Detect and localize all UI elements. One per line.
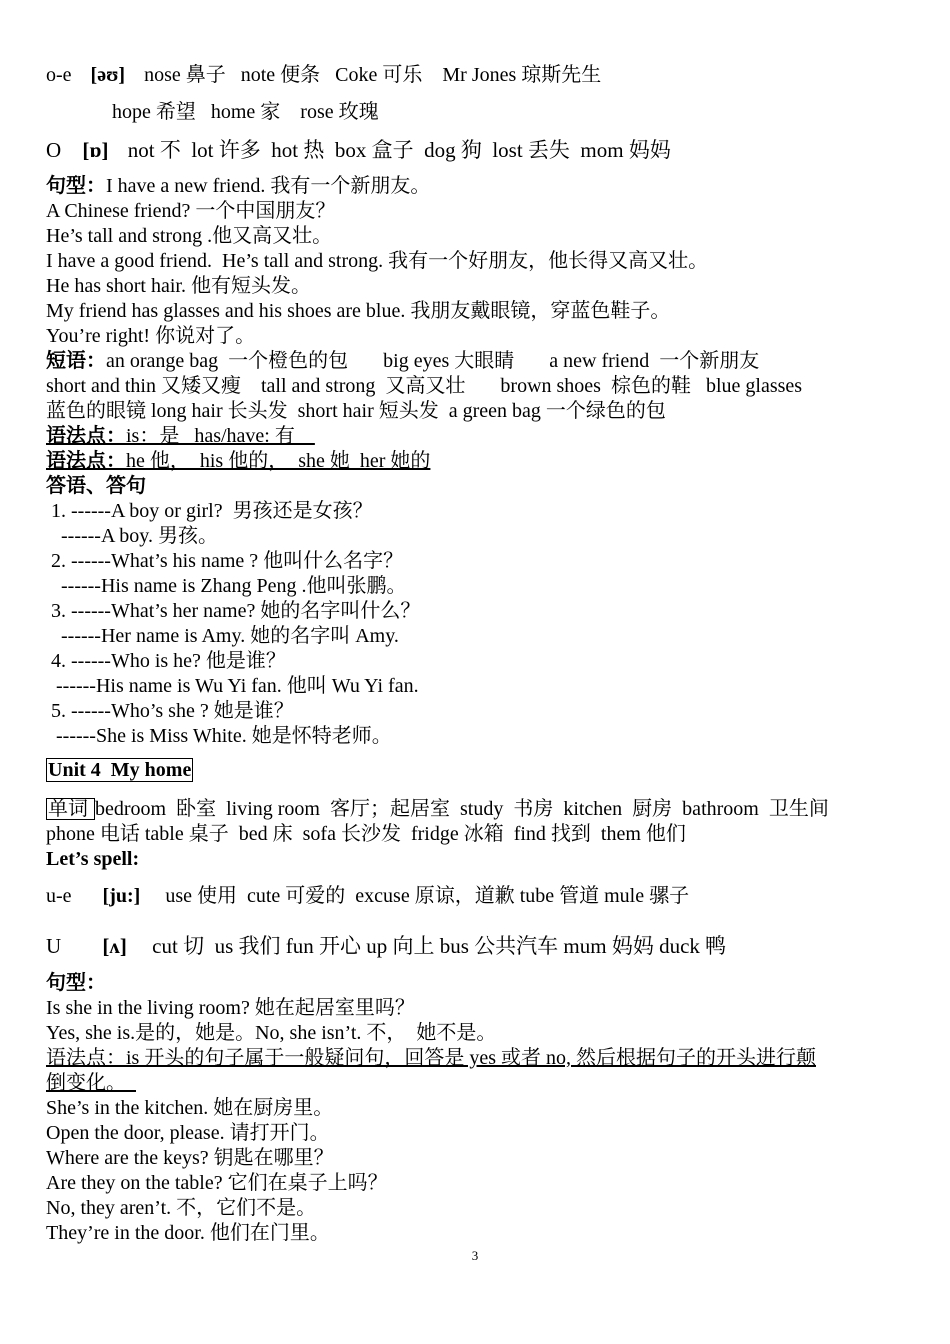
phonics-pattern: u-e <box>46 885 72 907</box>
qa-question: 2. ------What’s his name ? 他叫什么名字？ <box>46 550 404 572</box>
sentence-line: I have a good friend. He’s tall and strong. 我有一个好朋友，他长得又高又壮。 <box>46 250 709 272</box>
sentence-line: He’s tall and strong .他又高又壮。 <box>46 225 333 247</box>
sentence-line: You’re right! 你说对了。 <box>46 325 256 347</box>
phonics-words: cut 切 us 我们 fun 开心 up 向上 bus 公共汽车 mum 妈妈 duck 鸭 <box>152 934 727 958</box>
phonics-o-line <box>46 137 671 163</box>
qa-question: 1. ------A boy or girl? 男孩还是女孩？ <box>46 500 373 522</box>
phonics-ipa: [ju:] <box>102 885 141 907</box>
grammar-text: is：是 has/have: 有 <box>126 425 315 447</box>
qa-answer: ------His name is Zhang Peng .他叫张鹏。 <box>46 575 407 597</box>
qa-answer: ------Her name is Amy. 她的名字叫 Amy. <box>46 625 399 647</box>
phonics-words: not 不 lot 许多 hot 热 box 盒子 dog 狗 lost 丢失 mom 妈妈 <box>127 138 671 162</box>
phonics-pattern: U <box>46 934 62 958</box>
grammar-point <box>46 449 904 474</box>
phonics-pattern: O <box>46 138 62 162</box>
sentence-line: Open the door, please. 请打开门。 <box>46 1122 330 1144</box>
grammar-point: 语法点：is 开头的句子属于一般疑问句，回答是 yes 或者 no, 然后根据句子的开头进行颠 <box>46 1047 816 1069</box>
phonics-ipa: [ɒ] <box>82 138 109 162</box>
phonics-ipa: [əʊ] <box>90 64 126 86</box>
phonics-words: hope 希望 home 家 rose 玫瑰 <box>112 101 379 123</box>
qa-answer: ------A boy. 男孩。 <box>46 525 219 547</box>
unit4-sentences <box>46 971 904 1246</box>
sentence-line: She’s in the kitchen. 她在厨房里。 <box>46 1097 334 1119</box>
sentence-line: A Chinese friend? 一个中国朋友？ <box>46 200 336 222</box>
spell-heading: Let’s spell: <box>46 848 140 870</box>
qa-heading: 答语、答句 <box>46 475 146 497</box>
phonics-ue-line <box>46 884 689 909</box>
unit4-vocab <box>46 797 904 872</box>
unit-title: Unit 4 My home <box>48 759 192 781</box>
sentence-line: He has short hair. 他有短头发。 <box>46 275 311 297</box>
section-heading: 短语： <box>46 350 106 372</box>
phrases-line: 蓝色的眼镜 long hair 长头发 short hair 短头发 a green bag 一个绿色的包 <box>46 400 666 422</box>
qa-question: 5. ------Who’s she ? 她是谁？ <box>46 700 294 722</box>
unit-title-row <box>46 758 193 783</box>
section-heading: 句型： <box>46 175 106 197</box>
sentence-line: Is she in the living room? 她在起居室里吗？ <box>46 997 415 1019</box>
vocab-text: bedroom 卧室 living room 客厅；起居室 study 书房 kitchen 厨房 bathroom 卫生间 <box>95 798 829 820</box>
phonics-oe-line2 <box>112 100 379 125</box>
unit3-sentences <box>46 174 904 749</box>
sentence-line: Yes, she is.是的，她是。No, she isn’t. 不， 她不是。 <box>46 1022 497 1044</box>
sentence-line <box>46 174 904 199</box>
grammar-heading: 语法点： <box>46 450 126 472</box>
qa-question: 4. ------Who is he? 他是谁？ <box>46 650 286 672</box>
grammar-point: 倒变化。 <box>46 1072 136 1094</box>
grammar-heading: 语法点： <box>46 425 126 447</box>
qa-question: 3. ------What’s her name? 她的名字叫什么？ <box>46 600 421 622</box>
phonics-words: nose 鼻子 note 便条 Coke 可乐 Mr Jones 琼斯先生 <box>144 64 602 86</box>
grammar-text: he 他， his 他的， she 她 her 她的 <box>126 450 431 472</box>
vocab-label: 单词 <box>48 798 93 820</box>
vocab-line <box>46 797 904 822</box>
sentence-line: Are they on the table? 它们在桌子上吗？ <box>46 1172 388 1194</box>
sentence-line: They’re in the door. 他们在门里。 <box>46 1222 330 1244</box>
section-heading: 句型： <box>46 972 106 994</box>
sentence-line: My friend has glasses and his shoes are blue. 我朋友戴眼镜，穿蓝色鞋子。 <box>46 300 671 322</box>
sentence-line: Where are the keys? 钥匙在哪里？ <box>46 1147 334 1169</box>
phonics-ipa: [ʌ] <box>102 934 127 958</box>
phonics-pattern: o-e <box>46 64 72 86</box>
grammar-point <box>46 424 904 449</box>
phrases-text: an orange bag 一个橙色的包 big eyes 大眼睛 a new friend 一个新朋友 <box>106 350 760 372</box>
vocab-line: phone 电话 table 桌子 bed 床 sofa 长沙发 fridge 冰箱 find 找到 them 他们 <box>46 823 686 845</box>
phonics-oe-line1 <box>46 63 601 88</box>
phonics-words: use 使用 cute 可爱的 excuse 原谅，道歉 tube 管道 mule 骡子 <box>165 885 690 907</box>
qa-answer: ------His name is Wu Yi fan. 他叫 Wu Yi fan. <box>46 675 419 697</box>
phrases-line: short and thin 又矮又瘦 tall and strong 又高又壮 brown shoes 棕色的鞋 blue glasses <box>46 375 803 397</box>
sentence-text: I have a new friend. 我有一个新朋友。 <box>106 175 431 197</box>
qa-answer: ------She is Miss White. 她是怀特老师。 <box>46 725 392 747</box>
phonics-u-line <box>46 933 726 959</box>
phrases-line <box>46 349 904 374</box>
sentence-line: No, they aren’t. 不，它们不是。 <box>46 1197 317 1219</box>
page-number: 3 <box>471 1248 479 1263</box>
